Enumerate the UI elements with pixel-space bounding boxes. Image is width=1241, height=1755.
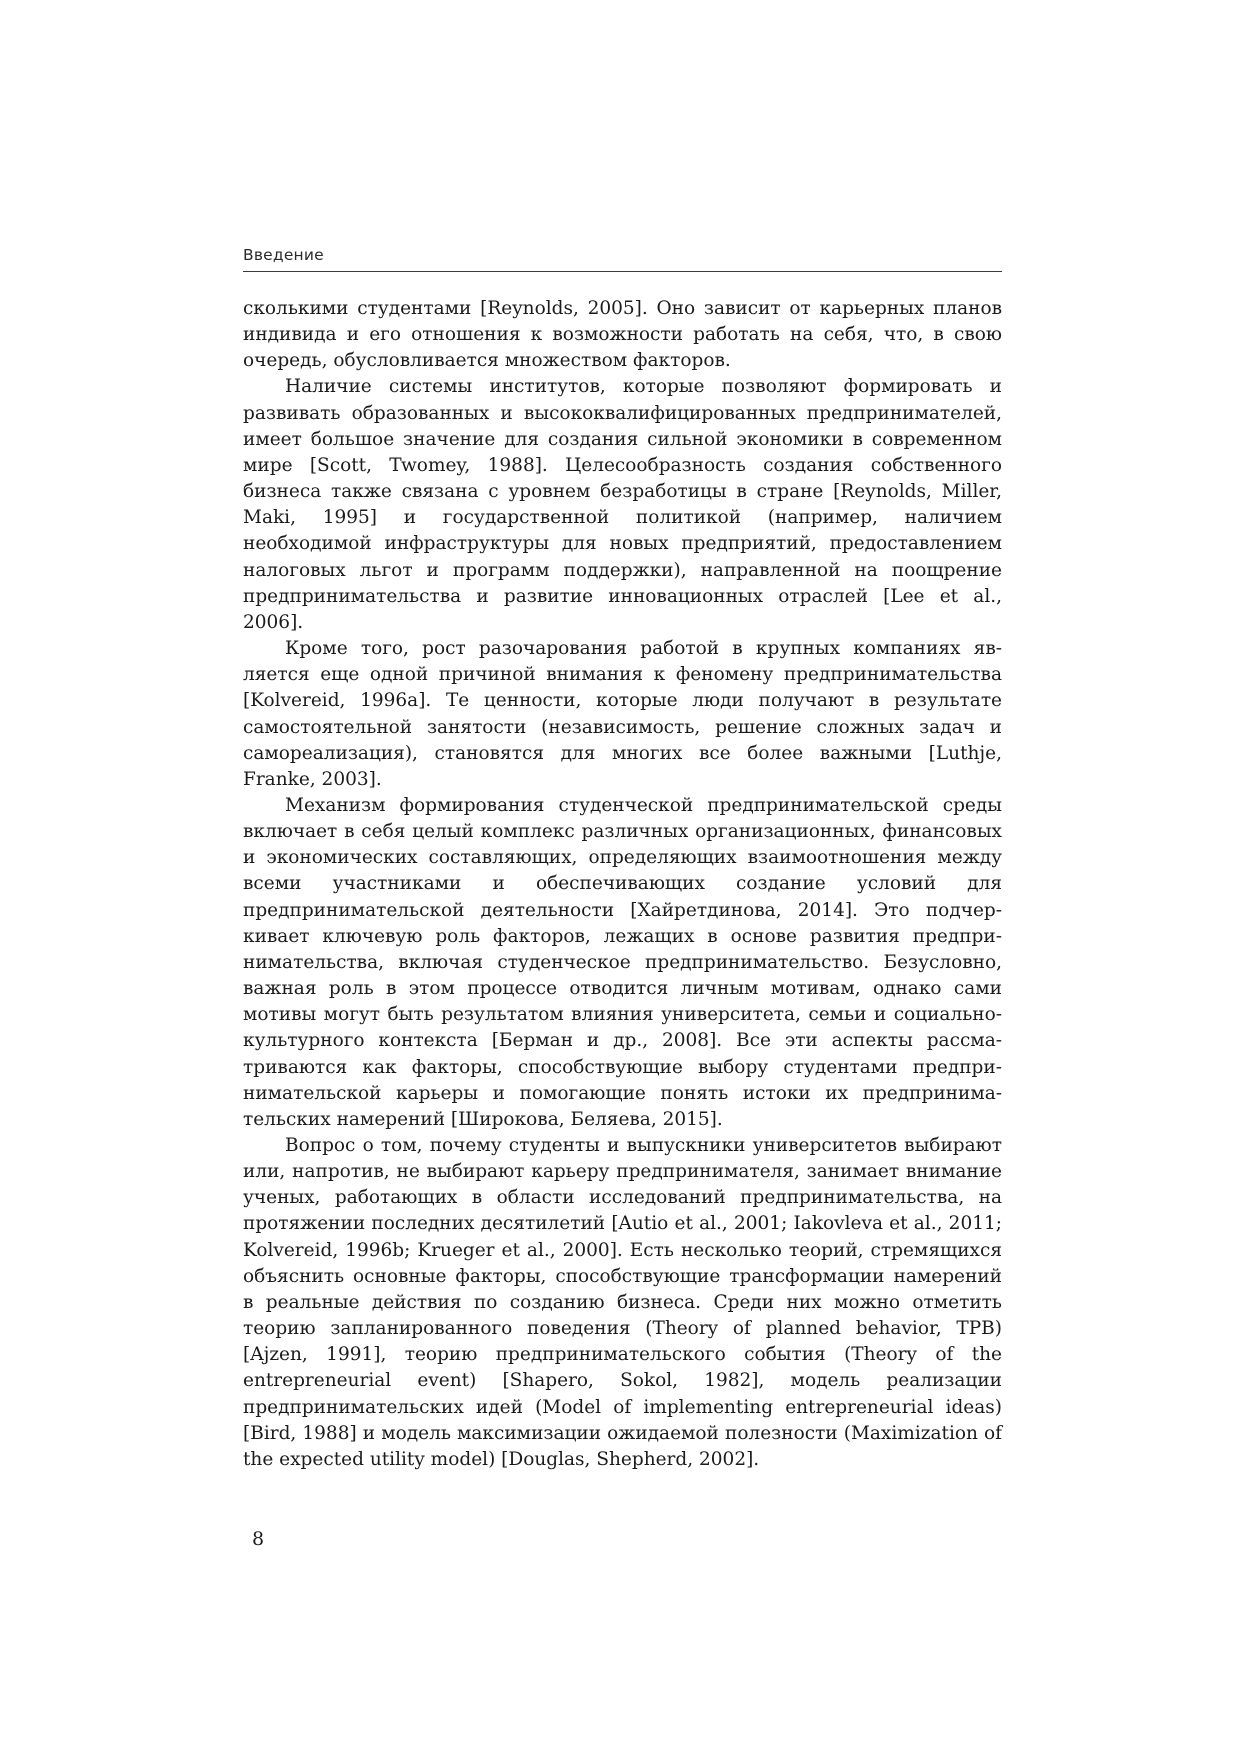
paragraph: сколькими студентами [Reynolds, 2005]. Оно зависит от карьерных планов индивида и его отношения к возможности работать на себя, что, в свою очередь, обусловливается множеством факторов.: [243, 298, 1002, 372]
paragraph: Механизм формирования студенческой предпринимательской среды включает в себя целый комплекс различных организационных, финансовых и экономических составляющих, определяющих взаимоотношения между всеми участниками и обеспечивающих создание условий для предпринимательской деятельности [Хайретдинова, 2014]. Это подчеркивает ключевую роль факторов, лежащих в основе развития предпринимательства, включая студенческое предпринимательство. Безусловно, важная роль в этом процессе отводится личным мотивам, однако сами мотивы могут быть результатом влияния университета, семьи и социально-культурного контекста [Берман и др., 2008]. Все эти аспекты рассматриваются как факторы, способствующие выбору студентами предпринимательской карьеры и помогающие понять истоки их предпринимательских намерений [Широкова, Беляева, 2015].: [243, 794, 1002, 1130]
header-divider: [243, 271, 1002, 272]
page-number: 8: [252, 1528, 265, 1550]
paragraph: Кроме того, рост разочарования работой в крупных компаниях является еще одной причиной внимания к феномену предпринимательства [Kolvereid, 1996a]. Те ценности, которые люди получают в результате самостоятельной занятости (независимость, решение сложных задач и самореализация), становятся для многих все более важными [Luthje, Franke, 2003].: [243, 638, 1002, 790]
body-text: [243, 296, 1002, 1473]
running-head: Введение: [243, 246, 324, 264]
paragraph: Наличие системы институтов, которые позволяют формировать и развивать образованных и высококвалифицированных предпринимателей, имеет большое значение для создания сильной экономики в современном мире [Scott, Twomey, 1988]. Целесообразность создания собственного бизнеса также связана с уровнем безработицы в стране [Reynolds, Miller, Maki, 1995] и государственной политикой (например, наличием необходимой инфраструктуры для новых предприятий, предоставлением налоговых льгот и программ поддержки), направленной на поощрение предпринимательства и развитие инновационных отраслей [Lee et al., 2006].: [243, 376, 1002, 633]
paragraph: Вопрос о том, почему студенты и выпускники университетов выбирают или, напротив, не выбирают карьеру предпринимателя, занимает внимание ученых, работающих в области исследований предпринимательства, на протяжении последних десятилетий [Autio et al., 2001; Iakovleva et al., 2011; Kolvereid, 1996b; Krueger et al., 2000]. Есть несколько теорий, стремящихся объяснить основные факторы, способствующие трансформации намерений в реальные действия по созданию бизнеса. Среди них можно отметить теорию запланированного поведения (Theory of planned behavior, TPB) [Ajzen, 1991], теорию предпринимательского события (Theory of the entrepreneurial event) [Shapero, Sokol, 1982], модель реализации предпринимательских идей (Model of implementing entrepreneurial ideas) [Bird, 1988] и модель максимизации ожидаемой полезности (Maximization of the expected utility model) [Douglas, Shepherd, 2002].: [243, 1135, 1002, 1470]
